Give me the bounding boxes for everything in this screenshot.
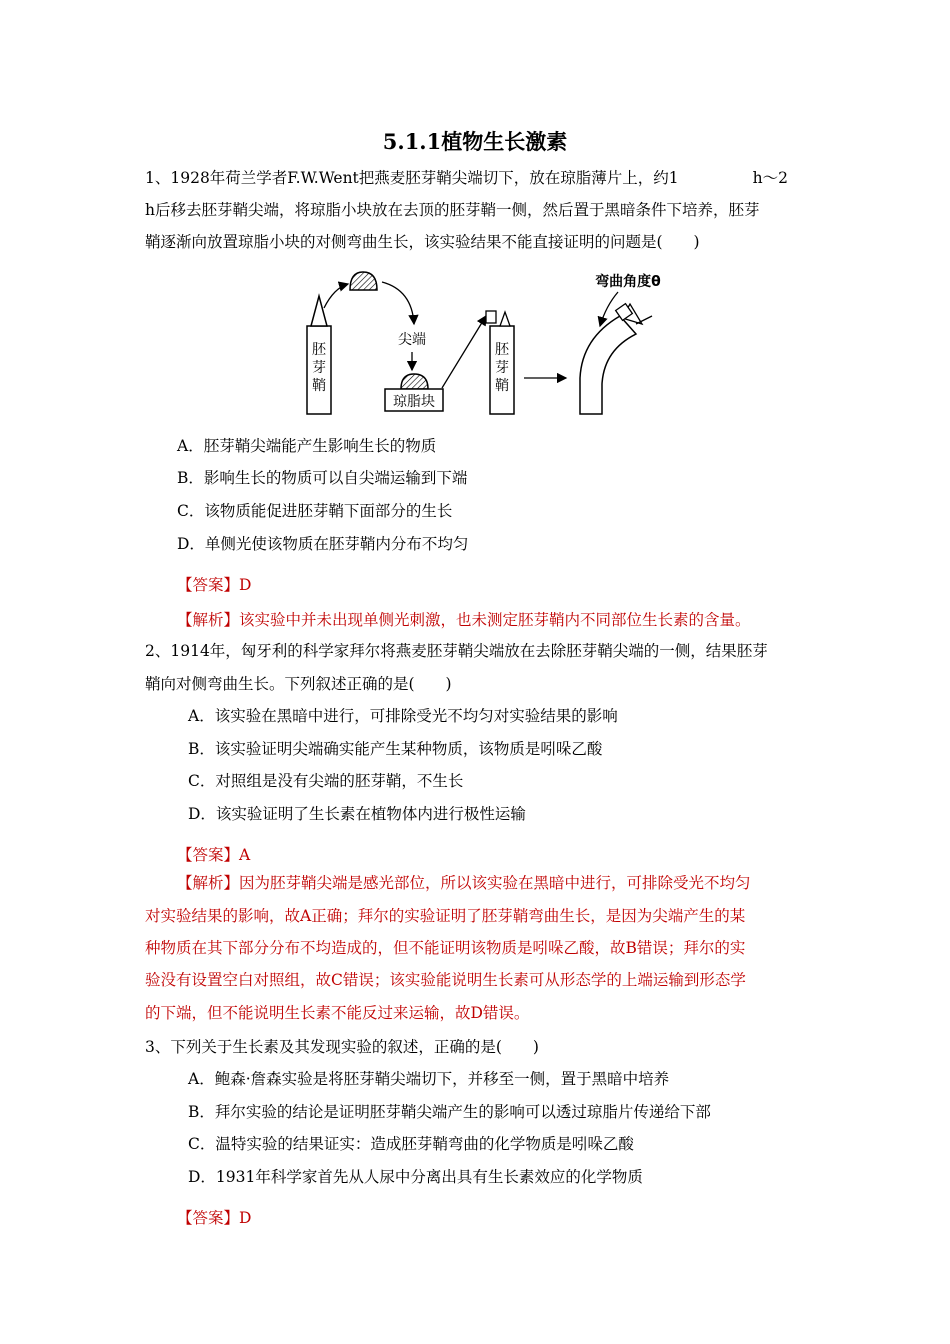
tip-label: 尖端: [398, 332, 426, 348]
q2-analysis-tag: 【解析】: [177, 874, 240, 892]
bent-coleoptile: [580, 304, 652, 414]
arrow-tip-to-agar: [382, 282, 414, 324]
q1-answer: [177, 575, 251, 595]
q2-answer-value: A: [239, 846, 251, 864]
q3-answer: [177, 1208, 251, 1228]
q3-option-c: C．温特实验的结果证实：造成胚芽鞘弯曲的化学物质是吲哚乙酸: [188, 1135, 634, 1153]
q1-stem-line-1b: h～2: [752, 169, 788, 187]
q1-answer-value: D: [239, 576, 252, 594]
q2-option-c: C．对照组是没有尖端的胚芽鞘，不生长: [188, 772, 464, 790]
q1-analysis-tag: 【解析】: [177, 611, 240, 629]
q1-analysis: [177, 610, 751, 630]
q1-analysis-text: 该实验中并未出现单侧光刺激，也未测定胚芽鞘内不同部位生长素的含量。: [239, 611, 751, 629]
arrow-agar-to-coleoptile: [442, 316, 486, 388]
q3-answer-tag: 【答案】: [177, 1209, 240, 1227]
q3-option-a: A．鲍森·詹森实验是将胚芽鞘尖端切下，并移至一侧，置于黑暗中培养: [188, 1070, 670, 1088]
q2-analysis-line-5: 的下端，但不能说明生长素不能反过来运输，故D错误。: [145, 1004, 530, 1022]
coleoptile-2-char-3: 鞘: [495, 378, 509, 394]
q2-option-a: A．该实验在黑暗中进行，可排除受光不均匀对实验结果的影响: [188, 707, 618, 725]
q2-analysis-line-4: 验没有设置空白对照组，故C错误；该实验能说明生长素可从形态学的上端运输到形态学: [145, 971, 746, 989]
q3-answer-value: D: [239, 1209, 252, 1227]
q1-stem-line-2: h后移去胚芽鞘尖端，将琼脂小块放在去顶的胚芽鞘一侧，然后置于黑暗条件下培养，胚芽: [145, 201, 760, 219]
q1-option-d: D．单侧光使该物质在胚芽鞘内分布不均匀: [177, 535, 469, 553]
q1-option-a: A．胚芽鞘尖端能产生影响生长的物质: [177, 437, 437, 455]
q1-stem-line-3: 鞘逐渐向放置琼脂小块的对侧弯曲生长，该实验结果不能直接证明的问题是( ): [145, 233, 700, 251]
q1-option-b: B．影响生长的物质可以自尖端运输到下端: [177, 469, 468, 487]
q1-option-c: C．该物质能促进胚芽鞘下面部分的生长: [177, 502, 453, 520]
q2-answer-tag: 【答案】: [177, 846, 240, 864]
bend-angle-label: 弯曲角度θ: [595, 274, 661, 290]
q1-answer-tag: 【答案】: [177, 576, 240, 594]
q2-option-b: B．该实验证明尖端确实能产生某种物质，该物质是吲哚乙酸: [188, 740, 603, 758]
coleoptile-with-tip: [307, 296, 331, 414]
q3-option-d: D．1931年科学家首先从人尿中分离出具有生长素效应的化学物质: [188, 1168, 643, 1186]
coleoptile-1-char-3: 鞘: [312, 378, 326, 394]
q2-answer: [177, 845, 250, 865]
q2-stem-line-2: 鞘向对侧弯曲生长。下列叙述正确的是( ): [145, 675, 452, 693]
went-experiment-diagram: [300, 268, 700, 418]
q2-option-d: D．该实验证明了生长素在植物体内进行极性运输: [188, 805, 526, 823]
agar-block-label: 琼脂块: [393, 394, 435, 410]
q2-analysis-line-1: [177, 873, 751, 893]
q2-analysis-text-1: 因为胚芽鞘尖端是感光部位，所以该实验在黑暗中进行，可排除受光不均匀: [239, 874, 751, 892]
decapitated-coleoptile: [486, 311, 514, 414]
went-experiment-figure: [300, 268, 700, 418]
q2-analysis-line-2: 对实验结果的影响，故A正确；拜尔的实验证明了胚芽鞘弯曲生长，是因为尖端产生的某: [145, 907, 746, 925]
q3-option-b: B．拜尔实验的结论是证明胚芽鞘尖端产生的影响可以透过琼脂片传递给下部: [188, 1103, 711, 1121]
q2-stem-line-1: 2、1914年，匈牙利的科学家拜尔将燕麦胚芽鞘尖端放在去除胚芽鞘尖端的一侧，结果胚芽: [145, 642, 768, 660]
q3-stem: 3、下列关于生长素及其发现实验的叙述，正确的是( ): [145, 1038, 539, 1056]
page-title: 5.1.1植物生长激素: [382, 129, 568, 154]
coleoptile-2-char-1: 胚: [495, 342, 509, 358]
tip-on-agar-shape: [401, 374, 428, 389]
coleoptile-1-char-1: 胚: [312, 342, 326, 358]
coleoptile-1-char-2: 芽: [312, 360, 326, 376]
cut-tip-shape: [350, 272, 377, 290]
q1-stem-line-1a: 1、1928年荷兰学者F.W.Went把燕麦胚芽鞘尖端切下，放在琼脂薄片上，约1: [145, 169, 679, 187]
q2-analysis-line-3: 种物质在其下部分分布不均造成的，但不能证明该物质是吲哚乙酸，故B错误；拜尔的实: [145, 939, 746, 957]
q1-stem-line-1: [145, 168, 788, 188]
arrow-cut-tip: [324, 284, 348, 308]
coleoptile-2-char-2: 芽: [495, 360, 509, 376]
